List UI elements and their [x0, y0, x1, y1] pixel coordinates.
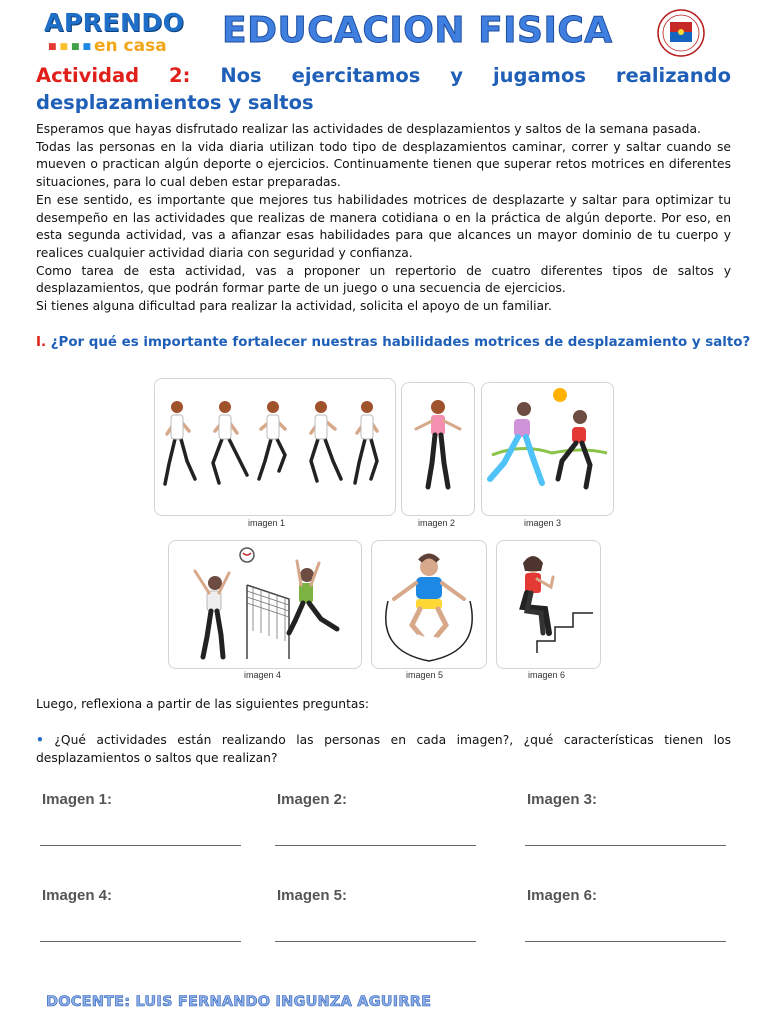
- image-4-illustration: [168, 540, 362, 669]
- jump-rope-illustration: [372, 541, 486, 668]
- answer-line-imagen-6[interactable]: [525, 941, 726, 942]
- page-title: EDUCACION FISICA: [222, 10, 613, 51]
- image-caption: imagen 6: [528, 670, 566, 680]
- answer-label-imagen-2: Imagen 2:: [277, 791, 348, 808]
- answer-line-imagen-3[interactable]: [525, 845, 726, 846]
- section-i-question: [36, 335, 750, 350]
- volleyball-illustration: [169, 541, 361, 668]
- bullet-question-text: ¿Qué actividades están realizando las personas en cada imagen?, ¿qué características tienen los desplazamientos o saltos que realizan?: [36, 733, 731, 765]
- teacher-footer: DOCENTE: LUIS FERNANDO INGUNZA AGUIRRE: [46, 994, 432, 1010]
- answer-line-imagen-4[interactable]: [40, 941, 241, 942]
- paragraph: Todas las personas en la vida diaria utilizan todo tipo de desplazamientos caminar, correr y saltar cuando se mueven o practican algún deporte o ejercicios. Continuamente tienen que superar retos motrices en diferentes situaciones, para lo cual deben estar preparadas.: [36, 139, 731, 190]
- bullet-dot-icon: •: [36, 733, 44, 747]
- running-pair-illustration: [482, 383, 613, 515]
- image-6-illustration: [496, 540, 601, 669]
- logo-line1: APRENDO: [44, 8, 185, 37]
- bullet-question: [36, 732, 731, 767]
- image-5-illustration: [371, 540, 487, 669]
- aprendo-en-casa-logo: [44, 8, 185, 56]
- paragraph: Esperamos que hayas disfrutado realizar las actividades de desplazamientos y saltos de la semana pasada.: [36, 122, 701, 136]
- logo-line2: en casa: [94, 36, 167, 56]
- answer-line-imagen-5[interactable]: [275, 941, 476, 942]
- image-caption: imagen 2: [418, 518, 456, 528]
- image-caption: imagen 3: [524, 518, 562, 528]
- logo-dots: ■■■■: [48, 42, 95, 52]
- running-sequence-illustration: [155, 379, 395, 515]
- step-jump-illustration: [497, 541, 600, 668]
- paragraph: Si tienes alguna dificultad para realizar la actividad, solicita el apoyo de un familiar.: [36, 299, 552, 314]
- page-header: [0, 0, 768, 62]
- paragraph: Como tarea de esta actividad, vas a proponer un repertorio de cuatro diferentes tipos de saltos y desplazamientos, que podrán formar parte de un juego o una secuencia de ejercicios.: [36, 263, 731, 296]
- image-3-illustration: [481, 382, 614, 516]
- image-1-illustration: [154, 378, 396, 516]
- balancing-figure-illustration: [402, 383, 474, 515]
- answer-line-imagen-1[interactable]: [40, 845, 241, 846]
- image-caption: imagen 5: [406, 670, 444, 680]
- answer-label-imagen-5: Imagen 5:: [277, 887, 348, 904]
- image-caption: imagen 1: [248, 518, 286, 528]
- activity-label: Actividad 2:: [36, 64, 191, 87]
- answer-label-imagen-6: Imagen 6:: [527, 887, 598, 904]
- image-2-illustration: [401, 382, 475, 516]
- answer-label-imagen-3: Imagen 3:: [527, 791, 598, 808]
- section-question: ¿Por qué es importante fortalecer nuestras habilidades motrices de desplazamiento y salto?: [50, 335, 751, 350]
- image-caption: imagen 4: [244, 670, 282, 680]
- paragraph: En ese sentido, es importante que mejores tus habilidades motrices de desplazarte y saltar para optimizar tu desempeño en las actividades que realizas de manera cotidiana o en la práctica de algún deporte. Por eso, en esta segunda actividad, vas a afianzar esas habilidades para que alcances un mayor dominio de tu cuerpo y realices cualquier actividad diaria con seguridad y confianza.: [36, 192, 731, 260]
- reflect-intro: Luego, reflexiona a partir de las siguientes preguntas:: [36, 697, 369, 711]
- activity-title: Nos ejercitamos y jugamos realizando desplazamientos y saltos: [36, 64, 731, 114]
- activity-heading: [36, 62, 731, 116]
- section-numeral: I.: [36, 335, 47, 350]
- answer-line-imagen-2[interactable]: [275, 845, 476, 846]
- answer-label-imagen-1: Imagen 1:: [42, 791, 113, 808]
- answer-label-imagen-4: Imagen 4:: [42, 887, 113, 904]
- school-seal-icon: [656, 8, 706, 58]
- intro-text: [36, 121, 731, 316]
